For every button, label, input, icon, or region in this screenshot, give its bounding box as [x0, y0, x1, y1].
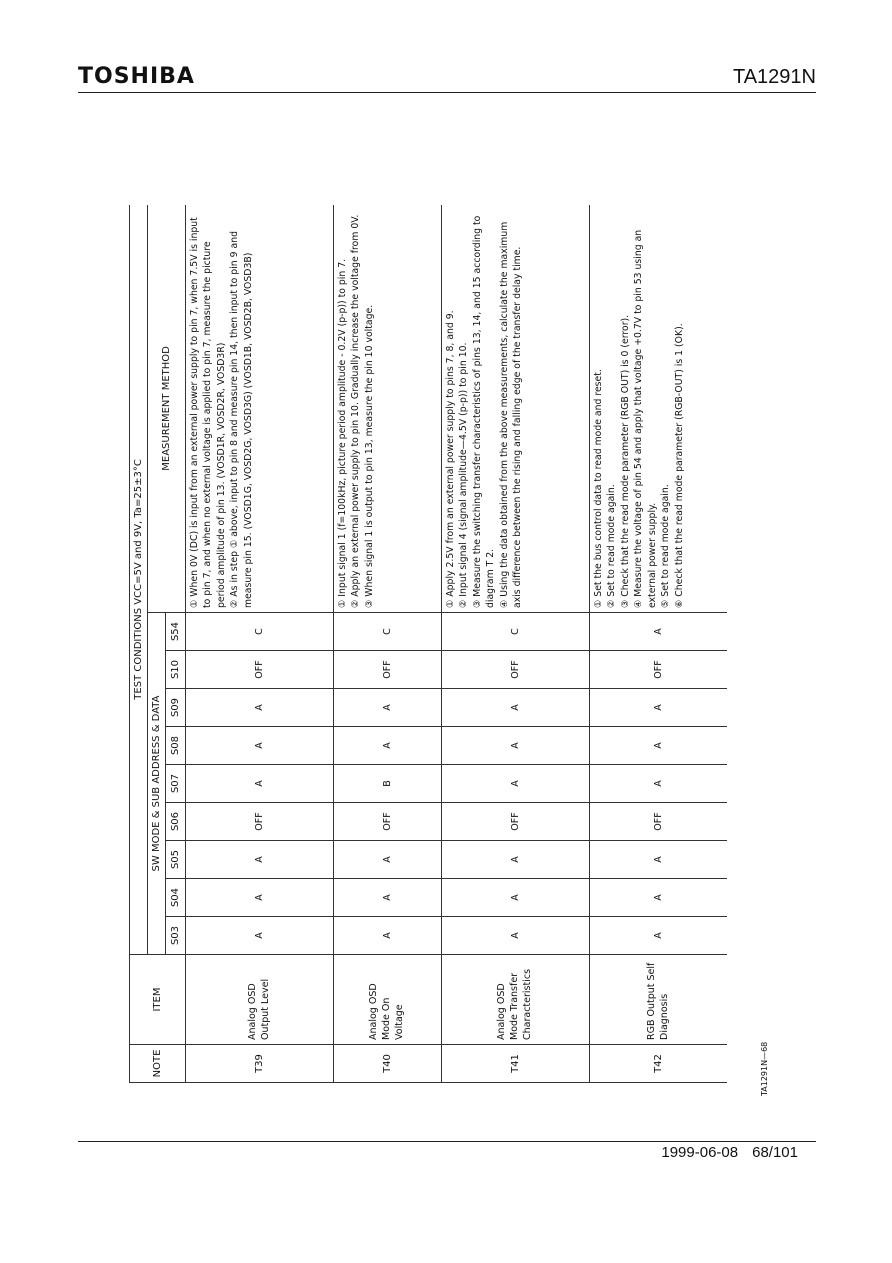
- sw-col-header: S04: [166, 879, 186, 917]
- sw-value: A: [590, 613, 728, 651]
- sw-value: OFF: [590, 651, 728, 689]
- sw-value: C: [334, 613, 442, 651]
- conditions-title: TEST CONDITIONS VCC=5V and 9V, Ta=25±3°C: [130, 205, 148, 955]
- step-text: ③ Check that the read mode parameter (RGB OUT) is 0 (error).: [619, 314, 631, 608]
- note-header: NOTE: [130, 1045, 186, 1083]
- sw-value: A: [590, 727, 728, 765]
- step-text: ① Set the bus control data to read mode and reset.: [593, 369, 604, 608]
- sw-col-header: S54: [166, 613, 186, 651]
- sw-value: OFF: [442, 803, 590, 841]
- footer-date: 1999-06-08: [661, 1144, 739, 1161]
- step-text: ③ When signal 1 is output to pin 13, measure the pin 10 voltage.: [363, 304, 375, 608]
- sw-value: A: [442, 841, 590, 879]
- sw-value: A: [186, 841, 334, 879]
- sw-value: A: [590, 765, 728, 803]
- sw-value: OFF: [334, 803, 442, 841]
- test-conditions-table: [129, 205, 727, 1083]
- sw-col-header: S09: [166, 689, 186, 727]
- step-text: ② Input signal 4 (signal amplitude—4.5V (p-p)) to pin 10.: [458, 342, 470, 608]
- part-number: TA1291N: [732, 66, 816, 88]
- rotated-table: [129, 205, 727, 1083]
- sw-value: A: [186, 917, 334, 955]
- sw-value: A: [442, 765, 590, 803]
- item-header: ITEM: [130, 955, 186, 1045]
- sw-value: A: [186, 689, 334, 727]
- header-rule: [78, 92, 816, 93]
- sw-value: A: [442, 879, 590, 917]
- step-text: ② As in step ① above, input to pin 8 and measure pin 14, then input to pin 9 and measure pin 15. (VOSD1G, VOSD2G, VOSD3G) (VOSD1B, VOSD2B, VOSD3B): [229, 231, 254, 608]
- row-item: Analog OSD Output Level: [186, 955, 334, 1045]
- sw-value: A: [590, 841, 728, 879]
- measurement-steps: [186, 205, 334, 613]
- row-note: T42: [590, 1045, 728, 1083]
- measurement-steps: [334, 205, 442, 613]
- sw-value: A: [334, 841, 442, 879]
- table-row: [186, 205, 334, 1083]
- table-row: [334, 205, 442, 1083]
- step-text: ④ Measure the voltage of pin 54 and apply that voltage +0.7V to pin 53 using an external power supply.: [633, 229, 658, 608]
- table-row: [590, 205, 728, 1083]
- toshiba-logo: TOSHIBA: [78, 64, 195, 89]
- sw-mode-header: SW MODE & SUB ADDRESS & DATA: [148, 613, 166, 955]
- sw-value: A: [442, 917, 590, 955]
- sw-col-header: S10: [166, 651, 186, 689]
- table-row: [442, 205, 590, 1083]
- sw-value: A: [186, 765, 334, 803]
- sw-value: A: [186, 727, 334, 765]
- sw-col-header: S05: [166, 841, 186, 879]
- footer-page: 68/101: [752, 1144, 798, 1161]
- table-frame: [129, 205, 727, 1083]
- measurement-steps: [442, 205, 590, 613]
- sw-value: A: [186, 879, 334, 917]
- step-text: ④ Using the data obtained from the above measurements, calculate the maximum axis difference between the rising and falling edge of the transfer delay time.: [498, 221, 524, 608]
- row-item: Analog OSD Mode Transfer Characteristics: [442, 955, 590, 1045]
- sw-value: A: [442, 727, 590, 765]
- row-item: RGB Output Self Diagnosis: [590, 955, 728, 1045]
- row-note: T39: [186, 1045, 334, 1083]
- sw-col-header: S03: [166, 917, 186, 955]
- sw-value: A: [334, 917, 442, 955]
- step-text: ② Set to read mode again.: [606, 484, 618, 608]
- sw-value: A: [334, 879, 442, 917]
- sw-col-header: S07: [166, 765, 186, 803]
- sw-value: A: [590, 689, 728, 727]
- sw-value: C: [442, 613, 590, 651]
- page-side-code: TA1291N—68: [760, 1041, 769, 1096]
- sw-value: OFF: [186, 803, 334, 841]
- sw-value: OFF: [590, 803, 728, 841]
- footer-rule: [78, 1141, 816, 1142]
- sw-value: A: [334, 727, 442, 765]
- row-note: T40: [334, 1045, 442, 1083]
- sw-value: OFF: [442, 651, 590, 689]
- sw-value: C: [186, 613, 334, 651]
- sw-value: A: [590, 917, 728, 955]
- step-text: ① Input signal 1 (f=100kHz, picture period amplitude - 0.2V (p-p)) to pin 7.: [337, 258, 348, 608]
- sw-value: OFF: [334, 651, 442, 689]
- step-text: ⑥ Check that the read mode parameter (RGB-OUT) is 1 (OK).: [673, 323, 685, 608]
- sw-col-header: S06: [166, 803, 186, 841]
- measurement-steps: [590, 205, 728, 613]
- row-item: Analog OSD Mode On Voltage: [334, 955, 442, 1045]
- step-text: ③ Measure the switching transfer characteristics of pins 13, 14, and 15 according to diagram T 2.: [471, 215, 497, 608]
- sw-col-header: S08: [166, 727, 186, 765]
- row-note: T41: [442, 1045, 590, 1083]
- sw-value: A: [590, 879, 728, 917]
- sw-value: A: [442, 689, 590, 727]
- sw-value: B: [334, 765, 442, 803]
- footer: [647, 1144, 798, 1161]
- step-text: ⑤ Set to read mode again.: [660, 484, 672, 608]
- step-text: ① Apply 2.5V from an external power supply to pins 7, 8, and 9.: [445, 310, 456, 608]
- step-text: ② Apply an external power supply to pin 10. Gradually increase the voltage from 0V.: [350, 214, 362, 608]
- step-text: ① When 0V (DC) is input from an external power supply to pin 7, when 7.5V is input to pin 7, and when no external voltage is applied to pin 7, measure the picture period amplitude of pin 13. (VOSD1R, VOSD2R, VOSD3R): [189, 217, 227, 608]
- sw-value: A: [334, 689, 442, 727]
- sw-value: OFF: [186, 651, 334, 689]
- method-header: MEASUREMENT METHOD: [148, 205, 186, 613]
